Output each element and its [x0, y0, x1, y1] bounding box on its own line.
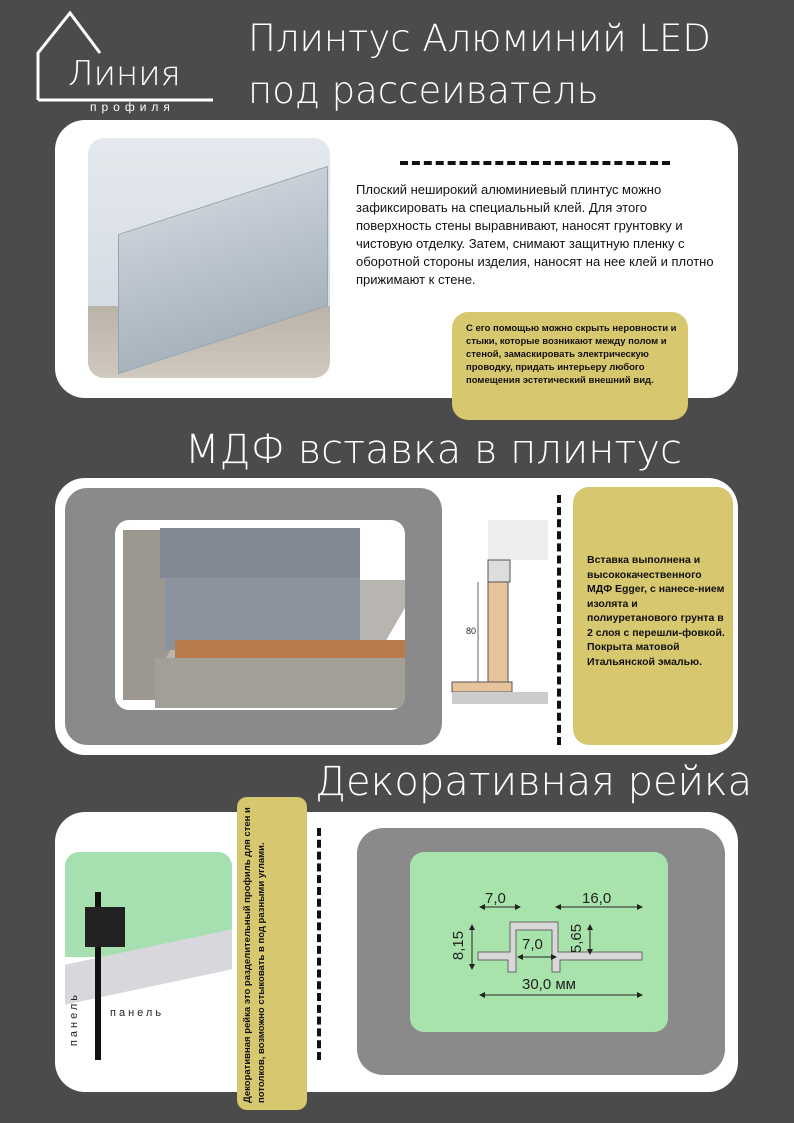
dim-total: 30,0 мм: [522, 976, 576, 993]
panel-label: панель: [110, 1007, 165, 1019]
divider-dashed: [400, 161, 670, 165]
section1-note: [452, 312, 688, 420]
section3-heading: Декоративная рейка: [315, 759, 753, 805]
logo-sub: профиля: [90, 100, 175, 114]
dim-height: 8,15: [450, 930, 468, 961]
mdf-insert-photo: [115, 520, 405, 710]
page-title-line1: Плинтус Алюминий LED: [248, 17, 711, 60]
page-title-line2: под рассеиватель: [248, 69, 599, 112]
section1-note-text: С его помощью можно скрыть неровности и стыки, которые возникают между полом и стеной, замаскировать электрическую проводку, придать интерьеру любого помещения эстетический внешний вид.: [466, 323, 677, 386]
logo-name: Линия: [68, 54, 181, 94]
dim-inner: 7,0: [522, 936, 543, 953]
divider-dashed-vertical: [317, 828, 321, 1060]
section3-note: [237, 797, 307, 1110]
decorative-rail-photo: [65, 852, 232, 1060]
panel-label-vertical: панель: [68, 992, 80, 1047]
profile-dimension-diagram: [410, 852, 668, 1032]
mdf-profile-drawing: [450, 520, 550, 720]
logo: [28, 8, 218, 113]
dim-right-top: 16,0: [582, 890, 612, 907]
aluminum-skirting-photo: [88, 138, 330, 378]
section2-heading: МДФ вставка в плинтус: [185, 427, 682, 473]
section2-note-text: Вставка выполнена и высококачественного МДФ Egger, с нанесе-нием изолята и полиуретанового грунта в 2 слоя с перешли-фовкой. Покрыта матовой Итальянской эмалью.: [587, 554, 725, 668]
drawing-height-label: 80: [466, 626, 477, 636]
dim-right-height: 5,65: [568, 923, 586, 954]
section3-note-text: Декоративная рейка это разделительный профиль для стен и потолков, возможно стыковать в под разными углами.: [242, 807, 267, 1103]
divider-dashed-vertical: [557, 495, 561, 745]
section1-paragraph: Плоский неширокий алюминиевый плинтус можно зафиксировать на специальный клей. Для этого поверхность стены выравнивают, наносят грунтовку и чистовую отделку. Затем, снимают защитную пленку с оборотной стороны изделия, наносят на нее клей и плотно прижимают к стене.: [356, 182, 714, 287]
dim-left-top: 7,0: [485, 890, 506, 907]
section2-note: [573, 487, 733, 745]
